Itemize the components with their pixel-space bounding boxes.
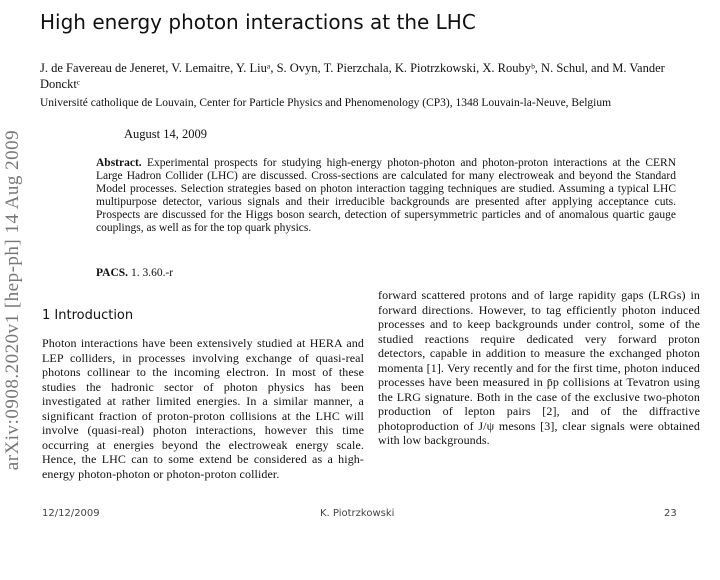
pacs-text: 1. 3.60.-r xyxy=(130,267,174,279)
footer-author: K. Piotrzkowski xyxy=(320,508,395,519)
footer-date: 12/12/2009 xyxy=(42,508,100,519)
abstract xyxy=(96,157,676,235)
abstract-label: Abstract. xyxy=(96,157,142,169)
right-column-text: forward scattered protons and of large rapidity gaps (LRGs) in forward directions. However, to tag efficiently photon induced processes and to keep backgrounds under control, some of the studied reactions require dedicated very forward proton detectors, capable in addition to measure the exchanged photon momenta [1]. Very recently and for the first time, photon induced processes have been measured in p̄p collisions at Tevatron using the LRG signature. Both in the case of the exclusive two-photon production of lepton pairs [2], and of the diffractive photoproduction of J/ψ mesons [3], clear signals were obtained with low backgrounds. xyxy=(378,288,700,447)
author-list: J. de Favereau de Jeneret, V. Lemaitre, Y. Liuᵃ, S. Ovyn, T. Pierzchala, K. Piotrzkowski, X. Roubyᵇ, N. Schul, and M. Vander Doncktᶜ xyxy=(40,61,665,91)
pacs xyxy=(96,267,173,279)
abstract-text: Experimental prospects for studying high-energy photon-photon and photon-proton interactions at the CERN Large Hadron Collider (LHC) are discussed. Cross-sections are calculated for many electroweak and beyond the Standard Model processes. Selection strategies based on photon interaction tagging techniques are studied. Assuming a typical LHC multipurpose detector, various signals and their irreducible backgrounds are presented after applying acceptance cuts. Prospects are discussed for the Higgs boson search, detection of supersymmetric particles and of anomalous quartic gauge couplings, as well as for the top quark physics. xyxy=(96,157,677,234)
page-number: 23 xyxy=(664,508,677,519)
arxiv-stamp: arXiv:0908.2020v1 [hep-ph] 14 Aug 2009 xyxy=(2,129,23,471)
paper-date: August 14, 2009 xyxy=(124,127,207,141)
left-column-text: Photon interactions have been extensively studied at HERA and LEP colliders, in processes involving exchange of quasi-real photons collinear to the incoming electron. In most of these studies the hadronic sector of photon physics has been investigated at rather limited energies. In a similar manner, a significant fraction of proton-proton collisions at the LHC will involve (quasi-real) photon interactions, however this time occurring at energies beyond the electroweak energy scale. Hence, the LHC can to some extend be considered as a high-energy photon-photon or photon-proton collider. xyxy=(42,336,364,481)
paper-title: High energy photon interactions at the LHC xyxy=(40,10,476,34)
pacs-label: PACS. xyxy=(96,267,129,279)
section-title: 1 Introduction xyxy=(42,308,134,323)
affiliation: Université catholique de Louvain, Center for Particle Physics and Phenomenology (CP3), 1348 Louvain-la-Neuve, Belgium xyxy=(40,97,612,109)
